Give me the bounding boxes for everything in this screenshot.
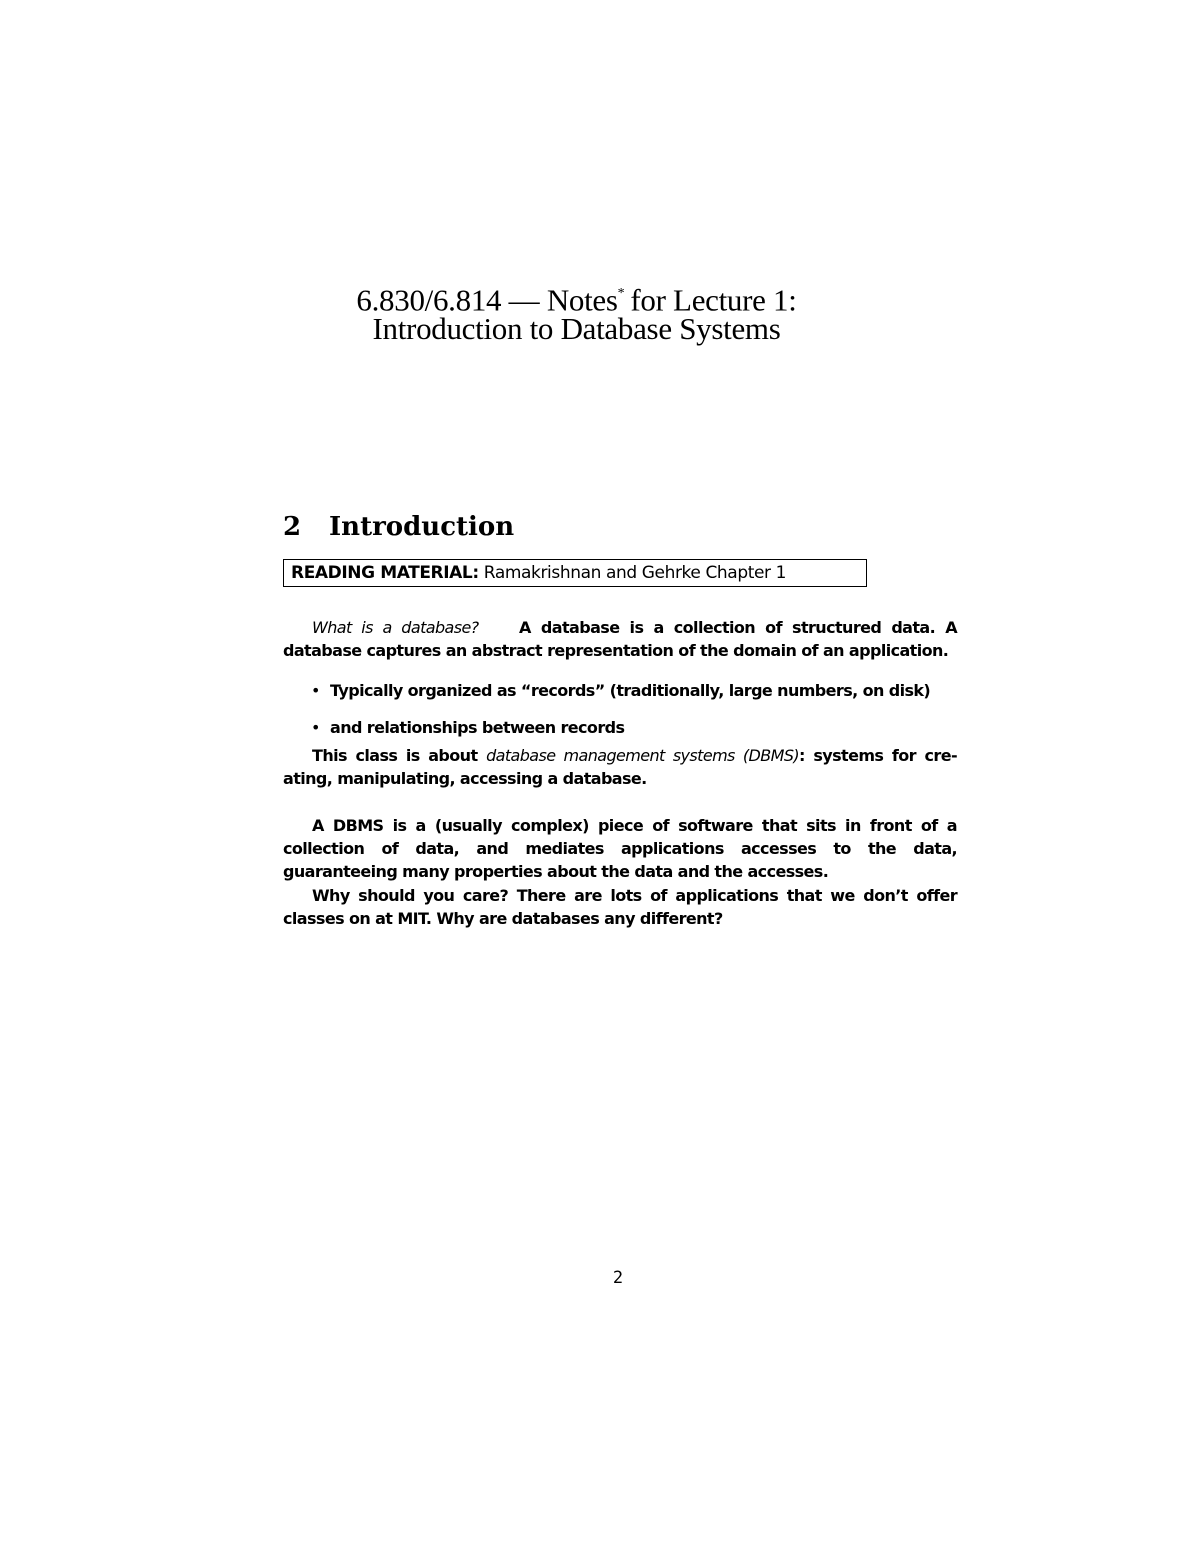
bullet-icon: • [311,681,320,700]
reading-material-text: Ramakrishnan and Gehrke Chapter 1 [483,563,787,583]
reading-material-box [283,559,867,587]
document-title [0,281,1153,347]
paragraph-question: What is a database? [312,618,479,637]
page-number: 2 [612,1268,624,1288]
title-line-1-suffix: for Lecture 1: [630,282,797,318]
paragraph-why-care: Why should you care? There are lots of applications that we don’t offer classes on at MIT. Why are databases any different? [283,886,957,928]
list-item-text: and relationships between records [330,718,625,737]
bullet-icon: • [311,718,320,737]
section-heading [283,510,514,544]
paragraph-dbms-suffix: : systems for cre-ating, manipulating, accessing a database. [283,746,957,788]
paragraph-dbms-term: database management systems (DBMS) [486,746,800,765]
paragraph-definition: A database is a collection of structured data. A database captures an abstract representation of the domain of an application. [283,618,957,660]
title-line-2: Introduction to Database Systems [372,311,781,347]
section-number: 2 [283,512,302,542]
title-line-1-prefix: 6.830/6.814 — Notes [356,282,618,318]
reading-material-label: READING MATERIAL: [291,563,479,583]
list-item [283,716,624,739]
list-item-text: Typically organized as “records” (traditionally, large numbers, on disk) [330,681,931,700]
section-title: Introduction [329,512,515,542]
paragraph-dbms-class [283,744,957,790]
paragraph-what-is-database [283,616,957,662]
paragraph-dbms-description: A DBMS is a (usually complex) piece of software that sits in front of a collection of data, and mediates applications accesses to the data, guaranteeing many properties about the data and the accesses. [283,816,957,881]
list-item [283,679,930,702]
title-footnote-mark: * [617,286,625,301]
title-line-1 [0,281,1153,318]
paragraph-dbms-prefix: This class is about [312,746,478,765]
